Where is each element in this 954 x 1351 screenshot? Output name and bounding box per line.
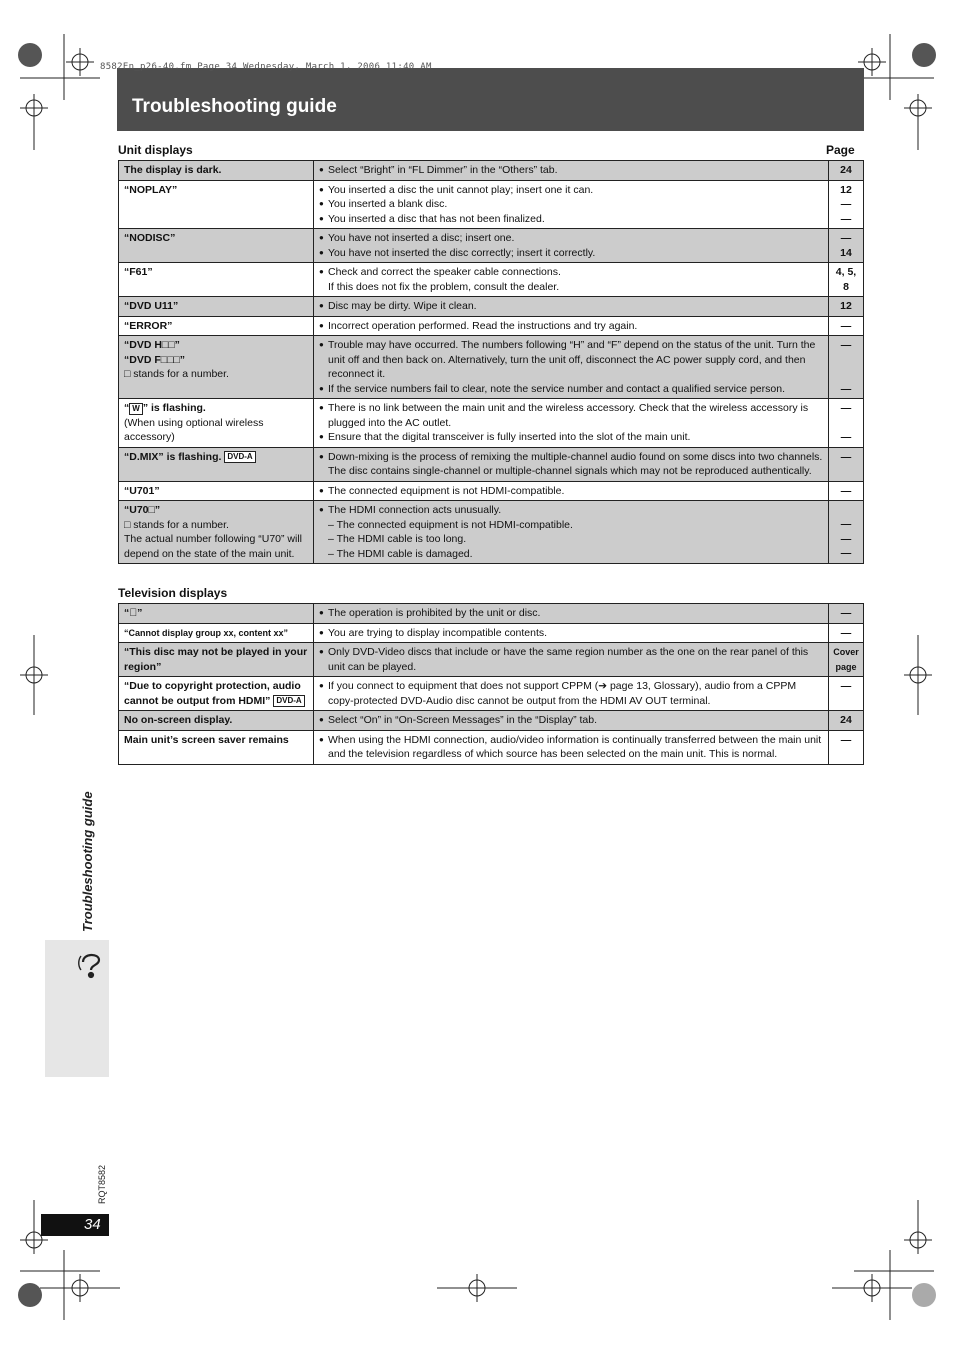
question-icon — [78, 948, 104, 980]
table-row — [119, 643, 864, 677]
display-code: “DVD F□□□” — [124, 353, 186, 366]
display-message: Main unit’s screen saver remains — [119, 730, 314, 764]
page-ref-value: — — [840, 680, 852, 692]
display-code — [124, 401, 308, 416]
display-code: “U70□” — [124, 504, 161, 516]
page-ref — [829, 604, 864, 624]
printer-slug-line: 8582En_p26-40.fm Page 34 Wednesday, March 1, 2006 11:40 AM — [100, 62, 432, 72]
page-ref — [829, 730, 864, 764]
page-ref-value: — — [840, 198, 852, 210]
quote-open: “ — [124, 402, 130, 414]
remedy-item: ● Trouble may have occurred. The numbers following “H” and “F” depend on the status of the unit. Turn the unit off and then back on. Alternatively, turn the unit off, disconnect the AC power supply cord, and then reconnect it. — [319, 338, 823, 382]
remedy-item: ● Incorrect operation performed. Read the instructions and try again. — [319, 319, 823, 334]
remedy-cell — [314, 297, 829, 317]
remedy-cell — [314, 481, 829, 501]
page-ref — [829, 481, 864, 501]
dvd-a-badge: DVD-A — [224, 451, 255, 463]
display-message: “F61” — [119, 263, 314, 297]
remedy-cell — [314, 447, 829, 481]
page-ref-value: — — [840, 339, 852, 351]
page-ref-value: 12 — [840, 183, 852, 196]
remedy-item-continued: If this does not fix the problem, consult the dealer. — [328, 280, 560, 293]
display-message: The display is dark. — [119, 161, 314, 181]
display-code: “Due to copyright protection, audio cannot be output from HDMI” — [124, 680, 301, 707]
remedy-cell — [314, 263, 829, 297]
display-message — [119, 336, 314, 399]
television-displays-table — [118, 603, 864, 765]
display-message: “This disc may not be played in your region” — [119, 643, 314, 677]
remedy-cell — [314, 501, 829, 564]
display-note: The actual number following “U70” will depend on the state of the main unit. — [124, 533, 302, 560]
page-ref-value: — — [840, 402, 852, 414]
remedy-cell — [314, 604, 829, 624]
table-row — [119, 604, 864, 624]
remedy-item: ● You have not inserted a disc; insert one. — [319, 231, 823, 246]
table-row — [119, 501, 864, 564]
remedy-subitem: – The connected equipment is not HDMI-compatible. — [328, 518, 573, 531]
remedy-cell — [314, 730, 829, 764]
display-message — [119, 447, 314, 481]
table-row — [119, 711, 864, 731]
table-row — [119, 677, 864, 711]
page-ref — [829, 180, 864, 229]
remedy-item: ● You inserted a disc that has not been finalized. — [319, 212, 823, 227]
page-ref — [829, 711, 864, 731]
display-message: “NODISC” — [119, 229, 314, 263]
display-message — [119, 399, 314, 448]
remedy-item: ● Down-mixing is the process of remixing the multiple-channel audio found on some discs into two channels. The disc contains single-channel or multiple-channel signals which may not be reproduced authentically. — [319, 450, 823, 479]
remedy-item: ● There is no link between the main unit and the wireless accessory. Check that the wireless accessory is plugged into the AC outlet. — [319, 401, 823, 430]
remedy-cell — [314, 161, 829, 181]
remedy-subitem: – The HDMI cable is too long. — [328, 533, 467, 545]
page-ref-value: — — [840, 212, 852, 225]
page-ref-value: page — [835, 661, 857, 672]
page-ref-value: Cover — [833, 647, 859, 657]
page-ref — [829, 297, 864, 317]
page-ref-value: — — [840, 232, 852, 244]
page-ref-value: 12 — [840, 300, 852, 312]
page-ref — [829, 399, 864, 448]
table-row — [119, 229, 864, 263]
display-note: □ stands for a number. — [124, 368, 229, 380]
page-ref-value: — — [840, 484, 852, 497]
remedy-item: ● You are trying to display incompatible contents. — [319, 626, 823, 641]
remedy-item: ● Select “On” in “On-Screen Messages” in the “Display” tab. — [319, 713, 823, 728]
page-ref — [829, 677, 864, 711]
page-ref-value: — — [840, 382, 852, 395]
display-code-text: ” is flashing. — [142, 402, 206, 414]
display-message: “DVD U11” — [119, 297, 314, 317]
remedy-cell — [314, 229, 829, 263]
remedy-cell — [314, 711, 829, 731]
page-ref — [829, 336, 864, 399]
page-ref-value: — — [840, 733, 852, 746]
table-row — [119, 481, 864, 501]
remedy-item: ● The connected equipment is not HDMI-compatible. — [319, 484, 823, 499]
remedy-cell — [314, 677, 829, 711]
page-ref — [829, 161, 864, 181]
table-row — [119, 399, 864, 448]
remedy-item: ● Select “Bright” in “FL Dimmer” in the “Others” tab. — [319, 163, 823, 178]
remedy-subitem: – The HDMI cable is damaged. — [328, 547, 473, 560]
page-title: Troubleshooting guide — [132, 96, 337, 117]
page-ref — [829, 643, 864, 677]
unit-displays-heading: Unit displays — [118, 143, 193, 157]
display-note: □ stands for a number. — [124, 518, 229, 531]
page-ref — [829, 316, 864, 336]
display-message: “U701” — [119, 481, 314, 501]
display-message: “Cannot display group xx, content xx” — [119, 623, 314, 643]
display-message — [119, 604, 314, 624]
remedy-item: ● Check and correct the speaker cable connections. — [319, 265, 823, 280]
remedy-cell — [314, 399, 829, 448]
remedy-cell — [314, 623, 829, 643]
remedy-item: ● The HDMI connection acts unusually. — [319, 503, 823, 518]
remedy-cell — [314, 336, 829, 399]
display-code: “D.MIX” is flashing. — [124, 450, 222, 463]
page-ref-value: — — [840, 518, 852, 530]
display-message — [119, 501, 314, 564]
page-ref-value: — — [840, 430, 852, 443]
table-row — [119, 336, 864, 399]
remedy-item: ● When using the HDMI connection, audio/video information is continually transferred between the main unit and the television regardless of which source has been selected on the main unit. This is normal. — [319, 733, 823, 762]
remedy-item: ● If the service numbers fail to clear, note the service number and contact a qualified service person. — [319, 382, 823, 397]
table-row — [119, 161, 864, 181]
remedy-item: ● If you connect to equipment that does not support CPPM (➔ page 13, Glossary), audio from a CPPM copy-protected DVD-Audio disc cannot be output from the HDMI AV OUT terminal. — [319, 679, 823, 708]
page-ref-value: — — [840, 450, 852, 463]
remedy-item: ● Only DVD-Video discs that include or have the same region number as the one on the rear panel of this unit can be played. — [319, 645, 823, 674]
remedy-cell — [314, 180, 829, 229]
page-column-heading: Page — [826, 143, 855, 157]
page-ref-value: — — [840, 547, 852, 559]
page-ref-value: — — [840, 626, 852, 639]
page-ref-value: 4, 5, — [835, 266, 857, 278]
remedy-cell — [314, 316, 829, 336]
display-message: “NOPLAY” — [119, 180, 314, 229]
display-message — [119, 677, 314, 711]
unit-displays-table — [118, 160, 864, 564]
display-note: (When using optional wireless accessory) — [124, 416, 264, 443]
remedy-item: ● Ensure that the digital transceiver is fully inserted into the slot of the main unit. — [319, 430, 823, 445]
remedy-cell — [314, 643, 829, 677]
page-ref-value: — — [840, 532, 852, 545]
page-ref — [829, 501, 864, 564]
page-ref-value: — — [840, 607, 852, 619]
television-displays-heading: Television displays — [118, 586, 228, 600]
page-ref — [829, 623, 864, 643]
document-code: RQT8582 — [97, 1164, 107, 1204]
table-row — [119, 180, 864, 229]
table-row — [119, 297, 864, 317]
wireless-icon: W — [129, 403, 143, 415]
page-ref-value: 14 — [840, 246, 852, 259]
table-row — [119, 263, 864, 297]
side-section-label: Troubleshooting guide — [80, 791, 95, 932]
display-message: No on-screen display. — [119, 711, 314, 731]
prohibited-icon: “⃠” — [124, 607, 143, 619]
page-ref-value: 24 — [840, 164, 852, 176]
table-row — [119, 623, 864, 643]
display-message: “ERROR” — [119, 316, 314, 336]
page-ref-value: 8 — [843, 280, 849, 293]
page-ref — [829, 447, 864, 481]
remedy-item: ● You have not inserted the disc correctly; insert it correctly. — [319, 246, 823, 261]
page-ref — [829, 263, 864, 297]
table-row — [119, 447, 864, 481]
remedy-item: ● You inserted a disc the unit cannot play; insert one it can. — [319, 183, 823, 198]
remedy-item: ● Disc may be dirty. Wipe it clean. — [319, 299, 823, 314]
page-ref — [829, 229, 864, 263]
page-ref-value: — — [840, 319, 852, 332]
table-row — [119, 730, 864, 764]
dvd-a-badge: DVD-A — [273, 695, 304, 707]
remedy-item: ● The operation is prohibited by the unit or disc. — [319, 606, 823, 621]
remedy-item: ● You inserted a blank disc. — [319, 197, 823, 212]
page-number: 34 — [84, 1216, 101, 1233]
page-ref-value: 24 — [840, 714, 852, 726]
display-code: “DVD H□□” — [124, 339, 180, 351]
table-row — [119, 316, 864, 336]
